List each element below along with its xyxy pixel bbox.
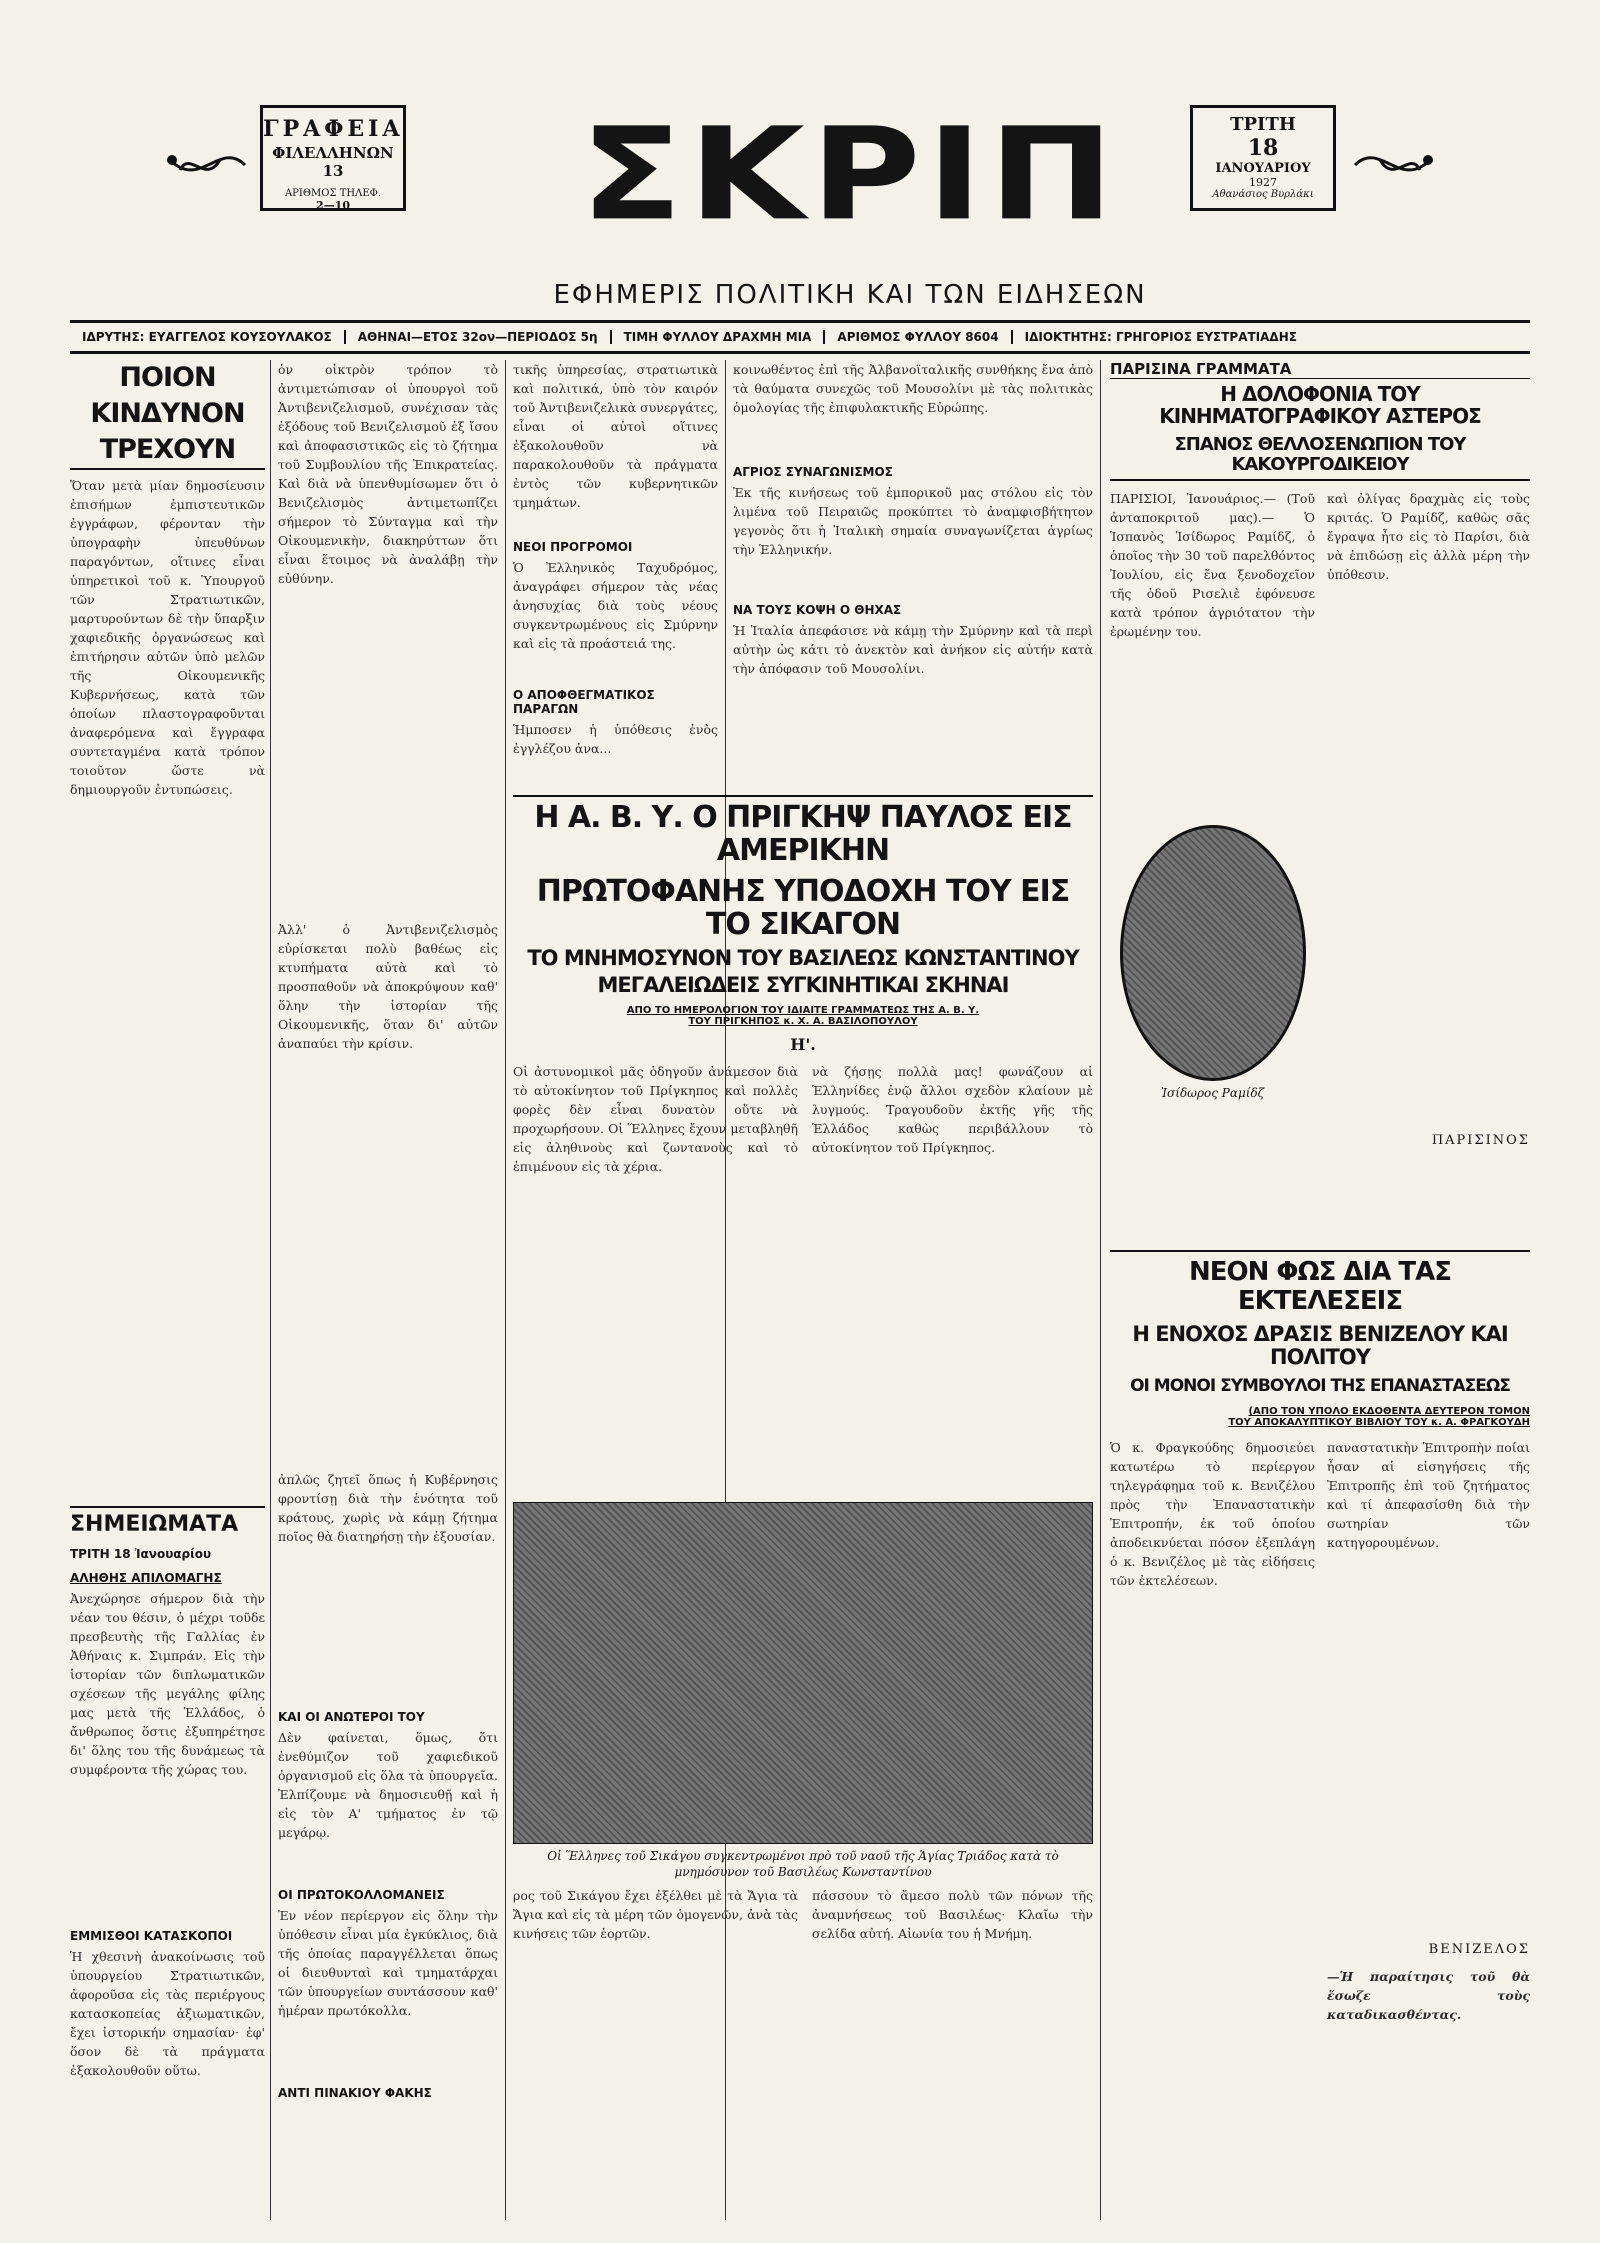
offices-address: ΦΙΛΕΛΛΗΝΩΝ 13 bbox=[272, 144, 394, 180]
royal-body-left: Οἱ ἀστυνομικοὶ μᾶς ὁδηγοῦν ἀνάμεσον διὰ τὸ αὐτοκίνητον τοῦ Πρίγκηπος καὶ πολλὲς φορὲς δὲν εἶναι δυνατὸν οὔτε νὰ προχωρήσουν. Οἱ Ἕλληνες ἔχουν μεταβληθῆ εἰς ἀληθινοὺς καὶ ζωντανοὺς καὶ τὸ ἐπιμένουν εἰς τὰ χέρια. bbox=[513, 1064, 798, 1175]
royal-lower-left: ρος τοῦ Σικάγου ἔχει ἐξέλθει μὲ τὰ Ἄγια τὰ Ἄγια καὶ εἰς τὰ μέρη τῶν ὁμογενῶν, ἀνὰ τὰς κινήσεις τῶν ἑορτῶν. bbox=[513, 1888, 798, 1942]
royal-article bbox=[513, 795, 1093, 2220]
royal-text-columns bbox=[513, 1062, 1093, 1482]
paris-left-column bbox=[1110, 489, 1315, 1148]
pogroms-body: Ὁ Ἐλληνικὸς Ταχυδρόμος, ἀναγράφει σήμερον τὰς νέας ἀνησυχίας διὰ τοὺς νέους συγκεντρωμένους εἰς Σμύρνην καὶ εἰς τὰ προάστειά της. bbox=[513, 560, 718, 651]
column-2 bbox=[278, 360, 498, 2220]
protocol-title: ΟΙ ΠΡΩΤΟΚΟΛΛΟΜΑΝΕΙΣ bbox=[278, 1888, 445, 1902]
cut-title: ΝΑ ΤΟΥΣ ΚΟΨΗ Ο ΘΗΧΑΣ bbox=[733, 603, 902, 617]
column-2-body: ὁν οἰκτρὸν τρόπον τὸ ἀντιμετώπισαν οἱ ὑπουργοὶ τοῦ Ἀντιβενιζελισμοῦ, συνέχισαν τὰς ἐξόδους τοῦ Βενιζελισμοῦ ἐξ ἴσου καὶ ἀποφασιστικῶς εἰς τὸ ζήτημα τοῦ Συμβουλίου τῆς Ἐπικρατείας. Καὶ διὰ νὰ ὑπενθυμίσωμεν ὅτι ὁ Βενιζελισμὸς ἀντιμετωπίζει σήμερον τὸ Σύνταγμα καὶ τὴν Οἰκουμενικὴν, διακηρύττων ὅτι εἶναι ἕτοιμος νὰ ἀναλάβῃ τὴν εὐθύνην. bbox=[278, 362, 498, 586]
founder-info: ΙΔΡΥΤΗΣ: ΕΥΑΓΓΕΛΟΣ ΚΟΥΣΟΥΛΑΚΟΣ bbox=[70, 330, 346, 344]
issue-day: ΤΡΙΤΗ bbox=[1230, 114, 1296, 135]
chicago-crowd-photo bbox=[513, 1502, 1093, 1844]
offices-label: ΓΡΑΦΕΙΑ bbox=[263, 116, 404, 142]
executions-body-left: Ὁ κ. Φραγκούδης δημοσιεύει κατωτέρω τὸ περίεργον τηλεγράφημα τοῦ κ. Βενιζέλου πρὸς τὴν Ἐπαναστατικὴν Ἐπιτροπήν, ἐκ τοῦ ὁποίου ἀποδεικνύεται πόσον ἐξεπλάγη ὁ κ. Βενιζέλος μὲ τὰς εἰδήσεις τῶν ἐκτελέσεων. bbox=[1110, 1440, 1315, 1589]
paris-headline-2: ΣΠΑΝΟΣ ΘΕΛΛΟΣΕΝΩΠΙΟΝ ΤΟΥ ΚΑΚΟΥΡΓΟΔΙΚΕΙΟΥ bbox=[1110, 435, 1530, 481]
floral-ornament-left-icon bbox=[160, 130, 250, 200]
column-divider bbox=[1100, 360, 1101, 2220]
issue-month: ΙΑΝΟΥΑΡΙΟΥ bbox=[1215, 161, 1311, 176]
spies-title: ΕΜΜΙΣΘΟΙ ΚΑΤΑΣΚΟΠΟΙ bbox=[70, 1929, 233, 1943]
executions-byline: (ΑΠΟ ΤΟΝ ΥΠΟΛΟ ΕΚΔΟΘΕΝΤΑ ΔΕΥΤΕΡΟΝ ΤΟΜΟΝ bbox=[1248, 1406, 1530, 1418]
protocol-body: Ἐν νέον περίεργον εἰς ὅλην τὴν ὑπόθεσιν εἶναι μία ἐγκύκλιος, διὰ τῆς ὁποίας παραγγέλλεται ὅπως οἱ διευθυνταὶ καὶ τμηματάρχαι τῶν ὑπουργείων συντάσσουν καθ' ἡμέραν πρωτόκολλα. bbox=[278, 1908, 498, 2018]
column-1 bbox=[70, 360, 265, 2220]
owner-info: ΙΔΙΟΚΤΗΤΗΣ: ΓΡΗΓΟΡΙΟΣ ΕΥΣΤΡΑΤΙΑΔΗΣ bbox=[1024, 330, 1297, 344]
info-bar bbox=[70, 320, 1530, 354]
phone-number: 2—10 bbox=[316, 199, 350, 212]
column-4-body: κοινωθέντος ἐπὶ τῆς Ἀλβανοϊταλικῆς συνθήκης ἔνα ἀπὸ τὰ θαύματα συνεχῶς τοῦ Μουσολίνι μὲ τὰς πολιτικὰς ὁμολογίας τῆς ἐπιφυλακτικῆς Εὐρώπης. bbox=[733, 362, 1093, 415]
executions-right-column bbox=[1327, 1438, 1530, 2138]
ramidz-portrait-photo bbox=[1120, 825, 1306, 1081]
plate-title: ΑΝΤΙ ΠΙΝΑΚΙΟΥ ΦΑΚΗΣ bbox=[278, 2086, 432, 2100]
issue-date-box bbox=[1190, 105, 1336, 211]
notes-date: ΤΡΙΤΗ 18 Ἰανουαρίου bbox=[70, 1547, 212, 1561]
executions-byline-book: ΤΟΥ ΑΠΟΚΑΛΥΠΤΙΚΟΥ ΒΙΒΛΙΟΥ ΤΟΥ κ. Α. ΦΡΑΓΚΟΥΔΗ bbox=[1228, 1417, 1530, 1429]
paris-text-columns bbox=[1110, 489, 1530, 1148]
column-2-body-continued: Ἀλλ' ὁ Ἀντιβενιζελισμὸς εὐρίσκεται πολὺ βαθέως εἰς κτυπήματα αὐτὰ καὶ τὸ προσπαθοῦν νὰ ἀποκρύψουν καθ' ὅλην τὴν ἱστορίαν τῆς Οἰκουμενικῆς, ὅταν δι' αὐτῶν ἀναπαύει τὴν κρίσιν. bbox=[278, 922, 498, 1051]
notes-title: ΣΗΜΕΙΩΜΑΤΑ bbox=[70, 1506, 265, 1537]
office-address-box bbox=[260, 105, 406, 211]
executions-headline-2: Η ΕΝΟΧΟΣ ΔΡΑΣΙΣ ΒΕΝΙΖΕΛΟΥ ΚΑΙ ΠΟΛΙΤΟΥ bbox=[1132, 1322, 1508, 1370]
column-divider bbox=[270, 360, 271, 2220]
aphorist-title: Ο ΑΠΟΦΘΕΓΜΑΤΙΚΟΣ ΠΑΡΑΓΩΝ bbox=[513, 688, 655, 716]
masthead-title: ΣΚΡΙΠ bbox=[580, 101, 1120, 249]
issue-date: 18 bbox=[1247, 135, 1279, 161]
royal-headline-4: ΜΕΓΑΛΕΙΩΔΕΙΣ ΣΥΓΚΙΝΗΤΙΚΑΙ ΣΚΗΝΑΙ bbox=[597, 973, 1009, 998]
competition-body: Ἐκ τῆς κινήσεως τοῦ ἐμπορικοῦ μας στόλου εἰς τὸν λιμένα τοῦ Πειραιῶς προκύπτει τὸ ἀναμφισβήτητον γεγονὸς ὅτι ἡ Ἰταλικὴ σημαία συναγωνίζεται ἀγρίως τὴν Ἑλληνικήν. bbox=[733, 485, 1093, 557]
issue-note: Αθανάσιος Βυρλάκι bbox=[1212, 189, 1314, 200]
floral-ornament-right-icon bbox=[1350, 130, 1440, 200]
executions-article bbox=[1110, 1250, 1530, 2220]
royal-section-number: Η'. bbox=[790, 1035, 816, 1055]
paris-signature: ΠΑΡΙΣΙΝΟΣ bbox=[1431, 1132, 1530, 1148]
column-3-body: τικῆς ὑπηρεσίας, στρατιωτικὰ καὶ πολιτικά, ὑπὸ τὸν καιρόν τοῦ Ἀντιβενιζελικὰ συνεργάτες, εἶναι οἱ αὐτοὶ οἵτινες ἐξακολουθοῦν νὰ παρακολουθοῦν τὰ πράγματα ἐντὸς τῶν κυβερνητικῶν τμημάτων. bbox=[513, 362, 718, 510]
paris-headline-1: Η ΔΟΛΟΦΟΝΙΑ ΤΟΥ ΚΙΝΗΜΑΤΟΓΡΑΦΙΚΟΥ ΑΣΤΕΡΟΣ bbox=[1159, 382, 1481, 428]
notes-body: Ἀνεχώρησε σήμερον διὰ τὴν νέαν του θέσιν, ὁ μέχρι τοῦδε πρεσβευτὴς τῆς Γαλλίας ἐν Ἀθήναις κ. Σιμπράν. Εἰς τὴν ἱστορίαν τῶν διπλωματικῶν σχέσεων τῆς μεγάλης φίλης μας μετὰ τῆς Ἑλλάδος, ὁ ἄνθρωπος ὅστις ἐξυπηρέτησε δι' ὅλης του τῆς δυνάμεως τὰ συμφέροντα τῆς χώρας του. bbox=[70, 1591, 265, 1777]
competition-title: ΑΓΡΙΟΣ ΣΥΝΑΓΩΝΙΣΜΟΣ bbox=[733, 465, 893, 479]
executions-text-columns bbox=[1110, 1438, 1530, 2138]
royal-lower-columns bbox=[513, 1886, 1093, 2216]
column-3 bbox=[513, 360, 718, 760]
venizelos-signature: ΒΕΝΙΖΕΛΟΣ bbox=[1428, 1942, 1530, 1958]
column-divider bbox=[505, 360, 506, 2220]
aphorist-body: Ἡμποσεν ἡ ὑπόθεσις ἐνὸς ἐγγλέζου ἀνα... bbox=[513, 722, 718, 756]
column-2-body-end: ἀπλῶς ζητεῖ ὅπως ἡ Κυβέρνησις φροντίσῃ διὰ τὴν ἑνότητα τοῦ κράτους, χωρὶς νὰ κάμῃ ζήτημα ποῖος θὰ διατηρήσῃ τὴν ἐξουσίαν. bbox=[278, 1472, 498, 1544]
paris-body-right: καὶ ὀλίγας δραχμὰς εἰς τοὺς κριτάς. Ὁ Ραμίδζ, καθὼς σᾶς ἔγραψα ἦτο εἰς τὸ Παρίσι, διὰ νὰ ἐπιδώσῃ εἰς ἀλλὰ μέρη τὴν ὑπόθεσιν. bbox=[1327, 490, 1530, 582]
royal-headline-1: Η Α. Β. Υ. Ο ΠΡΙΓΚΗΨ ΠΑΥΛΟΣ ΕΙΣ ΑΜΕΡΙΚΗΝ bbox=[513, 795, 1093, 867]
paris-right-column bbox=[1327, 489, 1530, 1148]
superiors-title: ΚΑΙ ΟΙ ΑΝΩΤΕΡΟΙ ΤΟΥ bbox=[278, 1710, 425, 1724]
lead-headline: ΠΟΙΟΝ ΚΙΝΔΥΝΟΝ ΤΡΕΧΟΥΝ bbox=[70, 360, 265, 470]
chicago-photo-caption: Οἱ Ἕλληνες τοῦ Σικάγου συγκεντρωμένοι πρὸ τοῦ ναοῦ τῆς Ἁγίας Τριάδος κατὰ τὸ μνημόσυνον τοῦ Βασιλέως Κωνσταντίνου bbox=[547, 1849, 1059, 1880]
royal-headline-2: ΠΡΩΤΟΦΑΝΗΣ ΥΠΟΔΟΧΗ ΤΟΥ ΕΙΣ ΤΟ ΣΙΚΑΓΟΝ bbox=[536, 874, 1070, 942]
paris-section-label: ΠΑΡΙΣΙΝΑ ΓΡΑΜΜΑΤΑ bbox=[1110, 360, 1530, 379]
lead-article-body: Ὅταν μετὰ μίαν δημοσίευσιν ἐπισήμων ἐμπιστευτικῶν ἐγγράφων, φέρονταν τὴν ὑπογραφὴν ὑπευθύνων παραγόντων, οἵτινες εἶναι ὑπηρετικοὶ τοῦ κ. Ὑπουργοῦ τῶν Στρατιωτικῶν, μαρτυρούντων δὲ τὴν ὕπαρξιν χαφιεδικῆς ὀργανώσεως καὶ ἐπιτήρησιν αὐτῶν ὑπὸ μελῶν τῆς Οἰκουμενικῆς Κυβερνήσεως, κατὰ τῶν ὁποίων πλαστογραφοῦνται ἀναφερόμενα καὶ ἔγγραφα συντεταγμένα κατὰ τρόπον τοιοῦτον ὥστε νὰ δημιουργοῦν ἐντυπώσεις. bbox=[70, 478, 265, 797]
royal-lower-right: πάσσουν τὸ ἄμεσο πολὺ τῶν πόνων τῆς ἀναμνήσεως τοῦ Βασιλέως· Κλαῖω τὴν σελίδα αὐτή. Αἰωνία του ἡ Μνήμη. bbox=[812, 1888, 1093, 1942]
newspaper-page bbox=[70, 60, 1530, 2220]
royal-body-right: νὰ ζήσῃς πολλὰ μας! φωνάζουν αἱ Ἑλληνίδες ἐνῷ ἄλλοι σχεδὸν κλαίουν μὲ λυγμούς. Τραγουδοῦν ἐκτῆς γῆς τῆς Ἑλλάδος καθὼς περιβάλλουν τὸ αὐτοκίνητον τοῦ Πρίγκηπος. bbox=[812, 1064, 1093, 1156]
issue-number-info: ΑΡΙΘΜΟΣ ΦΥΛΛΟΥ 8604 bbox=[825, 330, 1012, 344]
pogroms-title: ΝΕΟΙ ΠΡΟΓΡΟΜΟΙ bbox=[513, 540, 633, 554]
portrait-caption: Ἰσίδωρος Ραμίδζ bbox=[1160, 1085, 1265, 1100]
executions-body-right: παναστατικὴν Ἐπιτροπὴν ποίαι ἦσαν αἱ εἰσηγήσεις τῆς Ἐπιτροπῆς ἐπὶ τοῦ ζητήματος καὶ τί ἀπεφασίσθη διὰ τὴν σωτηρίαν τῶν κατηγορουμένων. bbox=[1327, 1440, 1530, 1551]
year-info: ΑΘΗΝΑΙ—ΕΤΟΣ 32ον—ΠΕΡΙΟΔΟΣ 5η bbox=[346, 330, 612, 344]
column-4 bbox=[733, 360, 1093, 760]
spies-body: Ἡ χθεσινὴ ἀνακοίνωσις τοῦ ὑπουργείου Στρατιωτικῶν, ἀφοροῦσα εἰς τὰς περιέργους κατασκοπείας ἀξιωματικῶν, ἔχει ἰστορικήν σημασίαν· ἐφ' ὅσον δὲ τὰ πράγματα ἐξακολουθοῦν οὕτω. bbox=[70, 1949, 265, 2078]
cut-body: Ἡ Ἰταλία ἀπεφάσισε νὰ κάμῃ τὴν Σμύρνην καὶ τὰ περὶ αὐτὴν ὡς κάτι τὸ ἀνεκτὸν καὶ ἀνήκον εἰς αὐτήν κατὰ τὴν ἀπόφασιν τοῦ Μουσολίνι. bbox=[733, 623, 1093, 676]
masthead-subtitle: ΕΦΗΜΕΡΙΣ ΠΟΛΙΤΙΚΗ ΚΑΙ ΤΩΝ ΕΙΔΗΣΕΩΝ bbox=[553, 280, 1147, 310]
superiors-body: Δὲν φαίνεται, ὅμως, ὅτι ἐνεθύμιζον τοῦ χαφιεδικοῦ ὀργανισμοῦ εἰς ὅλα τὰ ὑπουργεῖα. Ἐλπίζουμε νὰ δημοσιευθῇ καὶ ἡ εἰς τὸν Α' τμήματος ἐν τῷ μεγάρῳ. bbox=[278, 1730, 498, 1840]
phone-label: ΑΡΙΘΜΟΣ ΤΗΛΕΦ. bbox=[284, 188, 382, 199]
notes-subtitle: ΑΛΗΘΗΣ ΑΠΙΛΟΜΑΓΗΣ bbox=[70, 1571, 222, 1585]
royal-byline-author: ΤΟΥ ΠΡΙΓΚΗΠΟΣ κ. Χ. Α. ΒΑΣΙΛΟΠΟΥΛΟΥ bbox=[688, 1016, 918, 1028]
executions-headline-1: ΝΕΟΝ ΦΩΣ ΔΙΑ ΤΑΣ ΕΚΤΕΛΕΣΕΙΣ bbox=[1110, 1250, 1530, 1315]
price-info: ΤΙΜΗ ΦΥΛΛΟΥ ΔΡΑΧΜΗ ΜΙΑ bbox=[612, 330, 826, 344]
issue-year: 1927 bbox=[1249, 176, 1277, 189]
paris-article bbox=[1110, 360, 1530, 1240]
executions-headline-3: ΟΙ ΜΟΝΟΙ ΣΥΜΒΟΥΛΟΙ ΤΗΣ ΕΠΑΝΑΣΤΑΣΕΩΣ bbox=[1130, 1376, 1510, 1397]
royal-headline-3: ΤΟ ΜΝΗΜΟΣΥΝΟΝ ΤΟΥ ΒΑΣΙΛΕΩΣ ΚΩΝΣΤΑΝΤΙΝΟΥ bbox=[527, 946, 1079, 970]
paris-body-left: ΠΑΡΙΣΙΟΙ, Ἰανουάριος.— (Τοῦ ἀνταποκριτοῦ μας).— Ὁ Ἱσπανὸς Ἰσίδωρος Ραμίδζ, ὁ ὁποῖος τὴν 30 τοῦ παρελθόντος Ἰουλίου, εἰς ἕνα ξενοδοχεῖον τῆς ὁδοῦ Ρισελιὲ ἐφόνευσε κατὰ τρόπον ἀγριότατον τὴν ἐρωμένην του. bbox=[1110, 490, 1315, 639]
executions-quote: —Ἡ παραίτησις τοῦ θὰ ἔσωζε τοὺς καταδικασθέντας. bbox=[1327, 1969, 1530, 2023]
royal-byline: ΑΠΟ ΤΟ ΗΜΕΡΟΛΟΓΙΟΝ ΤΟΥ ΙΔΙΑΙΤΕ ΓΡΑΜΜΑΤΕΩΣ ΤΗΣ Α. Β. Υ. bbox=[626, 1005, 980, 1017]
